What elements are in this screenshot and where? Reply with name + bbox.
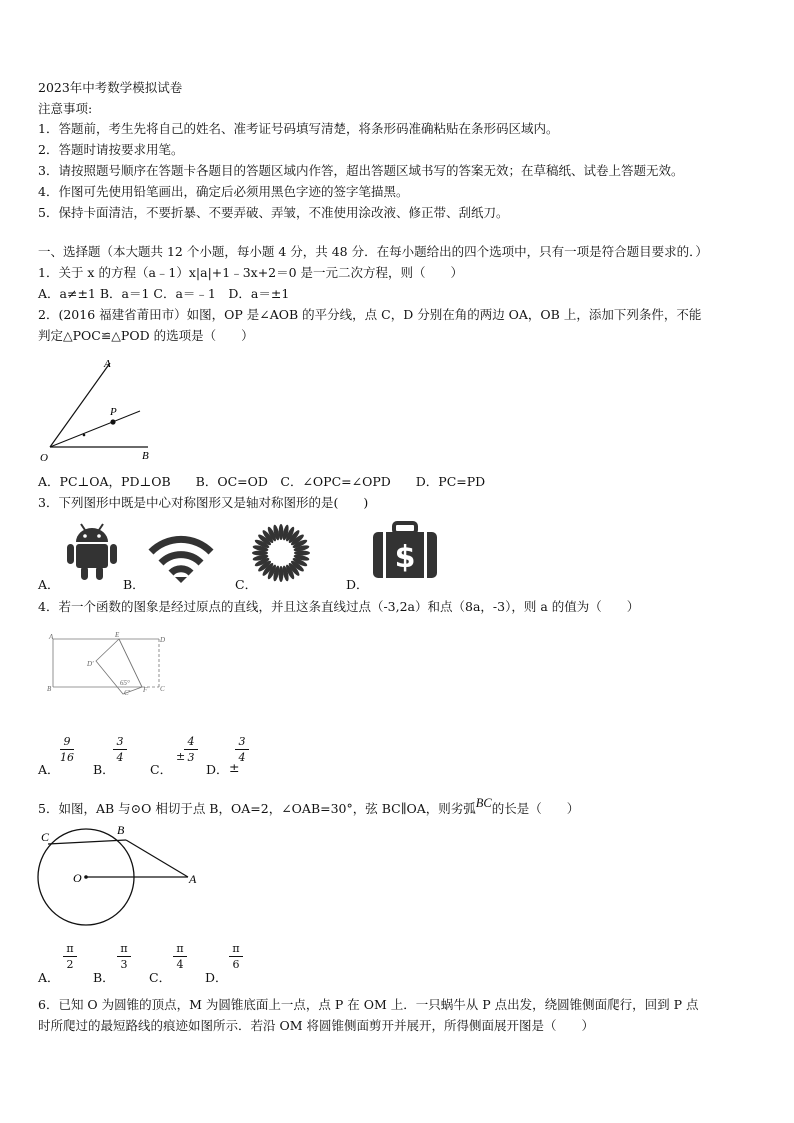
denominator: 4 [176, 958, 184, 971]
denominator: 3 [120, 958, 128, 971]
plus-minus-sign: ± [229, 760, 240, 775]
q4-option-d-label: D． [206, 762, 229, 777]
q6-stem: 6．已知 O 为圆锥的顶点，M 为圆锥底面上一点，点 P 在 OM 上．一只蜗牛从 P 点出发，绕圆锥侧面爬行，回到 P 点 [38, 997, 699, 1012]
q4-option-a-fraction [60, 735, 74, 764]
q2-stem: 2．(2016 福建省莆田市）如图，OP 是∠AOB 的平分线，点 C，D 分别在角的两边 OA，OB 上，添加下列条件，不能 [38, 307, 702, 322]
q5-option-b-label: B． [93, 970, 115, 985]
dollar-symbol: $ [394, 540, 416, 575]
q4-option-c-label: C． [150, 762, 173, 777]
label-c-prime: C′ [124, 689, 131, 696]
denominator: 6 [232, 958, 240, 971]
numerator: π [232, 942, 240, 955]
q4-folded-rect-figure [44, 630, 174, 696]
money-bag-icon [371, 520, 439, 580]
notice-item: 2．答题时请按要求用笔。 [38, 142, 184, 157]
notice-item: 4．作图可先使用铅笔画出，确定后必须用黑色字迹的签字笔描黑。 [38, 184, 409, 199]
label-f: F [143, 686, 148, 694]
q4-option-c-fraction [184, 735, 198, 764]
q4-option-a-label: A． [38, 762, 60, 777]
label-b: B [142, 450, 149, 462]
q4-option-d-fraction [235, 735, 249, 764]
denominator: 16 [60, 751, 74, 764]
denominator: 4 [116, 751, 124, 764]
label-c: C [41, 830, 50, 844]
q2-options: A．PC⊥OA，PD⊥OB B．OC=OD C．∠OPC=∠OPD D．PC=PD [38, 474, 486, 489]
sunburst-petal [252, 551, 268, 556]
sunburst-icon [250, 522, 312, 584]
q5-stem [38, 796, 580, 817]
q5-option-d-label: D． [205, 970, 228, 985]
q5-option-d-fraction [229, 942, 243, 971]
q5-option-a-label: A． [38, 970, 60, 985]
q5-circle-figure [30, 822, 202, 932]
numerator: 9 [63, 735, 71, 748]
android-icon [64, 520, 120, 582]
sunburst-petal [279, 524, 284, 540]
section-heading: 一、选择题（本大题共 12 个小题，每小题 4 分，共 48 分．在每小题给出的四个选项中，只有一项是符合题目要求的．） [38, 244, 708, 259]
q5-stem-end: 的长是（ ） [491, 801, 580, 816]
label-e: E [115, 631, 120, 639]
q2-angle-figure [36, 355, 166, 465]
denominator: 3 [187, 751, 195, 764]
notice-item: 1．答题前，考生先将自己的姓名、准考证号码填写清楚，将条形码准确粘贴在条形码区域内。 [38, 121, 559, 136]
q3-option-a-label: A． [38, 577, 60, 592]
numerator: π [176, 942, 184, 955]
q6-stem: 时所爬过的最短路线的痕迹如图所示．若沿 OM 将圆锥侧面剪开并展开，所得侧面展开图是（ ） [38, 1018, 594, 1033]
q5-stem-text: 5．如图，AB 与⊙O 相切于点 B，OA=2，∠OAB=30°，弦 BC∥OA，则劣弧 [38, 801, 476, 816]
wifi-icon [146, 530, 216, 584]
q3-option-b-label: B． [123, 577, 145, 592]
q1-stem: 1．关于 x 的方程（a﹣1）x|a|+1﹣3x+2＝0 是一元二次方程，则（ ） [38, 265, 464, 280]
angle-label: 65° [120, 679, 130, 687]
q1-options: A．a≠±1 B．a＝1 C．a＝﹣1 D．a＝±1 [38, 286, 290, 301]
numerator: 3 [116, 735, 124, 748]
q4-stem: 4．若一个函数的图象是经过原点的直线，并且这条直线过点（-3,2a）和点（8a，-3），则 a 的值为（ ） [38, 599, 640, 614]
label-a: A [189, 872, 197, 886]
label-d-prime: D′ [87, 660, 94, 668]
label-d: D [160, 636, 166, 644]
q5-option-a-fraction [63, 942, 77, 971]
notice-item: 5．保持卡面清洁，不要折暴、不要弄破、弄皱，不准使用涂改液、修正带、刮纸刀。 [38, 205, 509, 220]
arc-label: BC [475, 796, 492, 810]
label-o: O [40, 452, 48, 464]
sunburst-petal [294, 551, 310, 556]
label-c: C [160, 685, 165, 693]
q3-option-c-label: C． [235, 577, 258, 592]
exam-title: 2023年中考数学模拟试卷 [38, 80, 183, 95]
q5-option-c-fraction [173, 942, 187, 971]
label-p: P [110, 406, 117, 418]
q3-option-d-label: D． [346, 577, 369, 592]
notice-title: 注意事项: [38, 101, 93, 116]
denominator: 4 [238, 751, 246, 764]
numerator: π [66, 942, 74, 955]
sunburst-petal [279, 566, 284, 582]
label-b: B [47, 685, 52, 693]
numerator: 4 [187, 735, 195, 748]
numerator: 3 [238, 735, 246, 748]
label-a: A [49, 633, 54, 641]
q4-option-b-fraction [113, 735, 127, 764]
label-a: A [104, 358, 111, 370]
denominator: 2 [66, 958, 74, 971]
numerator: π [120, 942, 128, 955]
q2-stem: 判定△POC≌△POD 的选项是（ ） [38, 328, 254, 343]
q3-stem: 3．下列图形中既是中心对称图形又是轴对称图形的是( ) [38, 495, 369, 510]
label-o: O [73, 871, 82, 885]
q5-option-b-fraction [117, 942, 131, 971]
notice-item: 3．请按照题号顺序在答题卡各题目的答题区域内作答，超出答题区域书写的答案无效；在草稿纸、试卷上答题无效。 [38, 163, 684, 178]
q4-option-b-label: B． [93, 762, 115, 777]
q5-option-c-label: C． [149, 970, 172, 985]
plus-minus-sign: ± [176, 750, 186, 763]
label-b: B [117, 823, 125, 837]
